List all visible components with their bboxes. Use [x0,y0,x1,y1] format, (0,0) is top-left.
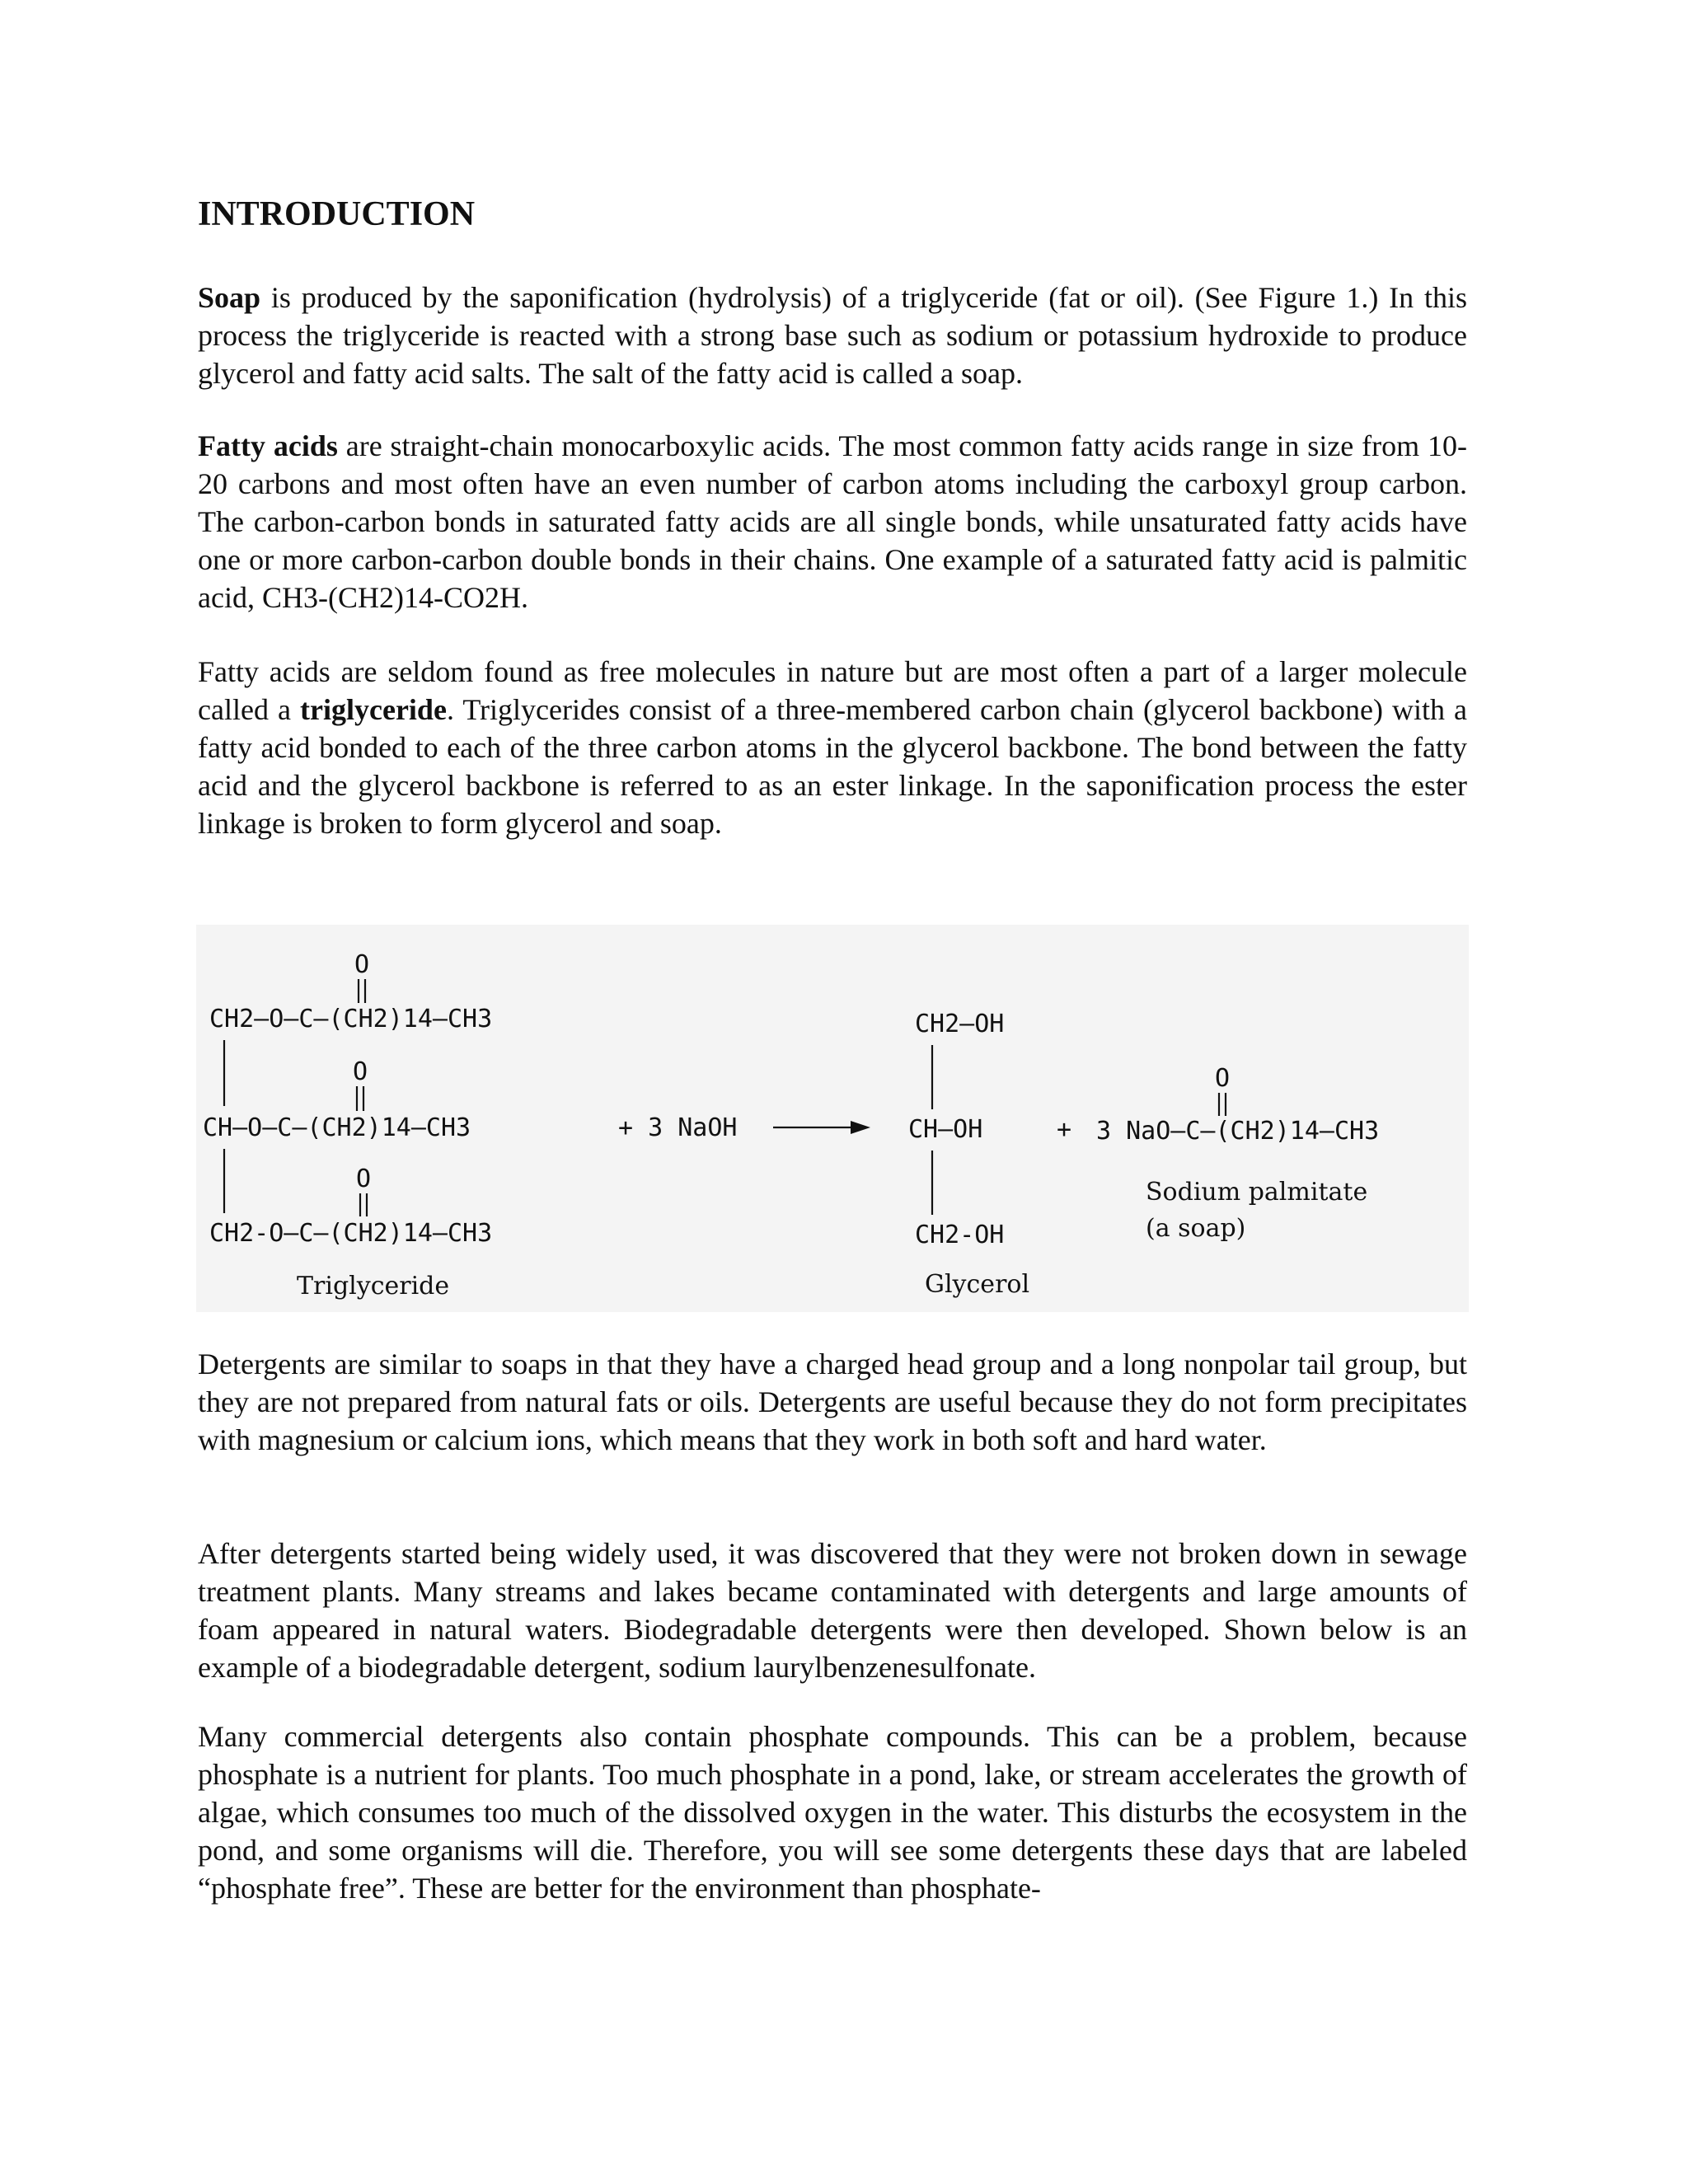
plus-sign: + [1057,1115,1072,1144]
saponification-reaction-diagram [196,925,1469,1312]
triglyceride-label: Triglyceride [297,1272,450,1301]
term-triglyceride: triglyceride [300,693,447,726]
paragraph-fatty-acids [198,427,1467,616]
term-soap: Soap [198,281,261,314]
paragraph-triglyceride-text-1: Fatty acids are seldom found as free molecules in nature but are most often a part of a larger molecule called a [198,655,1467,726]
triglyceride-row-1: CH2—O—C—(CH2)14—CH3 [209,1005,493,1033]
paragraph-triglyceride [198,653,1467,842]
term-fatty-acids: Fatty acids [198,429,338,462]
palmitic-acid-formula: CH3-(CH2)14-CO2H. [261,581,528,614]
triglyceride-row-2: CH—O—C—(CH2)14—CH3 [203,1113,471,1142]
glycerol-label: Glycerol [925,1270,1030,1299]
paragraph-detergents: Detergents are similar to soaps in that they have a charged head group and a long nonpolar tail group, but they are not prepared from natural fats or oils. Detergents are useful because they do not form precipitates with magnesium or calcium ions, which means that they work in both soft and hard water. [198,1347,1467,1456]
paragraph-phosphate: Many commercial detergents also contain phosphate compounds. This can be a problem, because phosphate is a nutrient for plants. Too much phosphate in a pond, lake, or stream accelerates the growth of algae, which consumes too much of the dissolved oxygen in the water. This disturbs the ecosystem in the pond, and some organisms will die. Therefore, you will see some detergents these days that are labeled “phosphate free”. These are better for the environment than phosphate- [198,1720,1467,1905]
glycerol-row-1: CH2—OH [915,1010,1005,1038]
reaction-arrow-head [851,1121,870,1134]
soap-label: (a soap) [1146,1214,1246,1243]
sodium-palmitate-label: Sodium palmitate [1146,1178,1368,1207]
page-title: INTRODUCTION [198,195,476,233]
saponification-figure [196,925,1469,1312]
paragraph-biodegradable: After detergents started being widely used, it was discovered that they were not broken down in sewage treatment plants. Many streams and lakes became contaminated with detergents and large amounts of foam appeared in natural waters. Biodegradable detergents were then developed. Shown below is an example of a biodegradable detergent, sodium laurylbenzenesulfonate. [198,1537,1467,1684]
carbonyl-oxygen-soap: O [1215,1064,1231,1093]
naoh-reagent: + 3 NaOH [618,1113,738,1142]
glycerol-row-2: CH—OH [908,1115,983,1144]
paragraph-soap-text: is produced by the saponification (hydrolysis) of a triglyceride (fat or oil). (See Figure 1.) In this process the triglyceride is reacted with a strong base such as sodium or potassium hydroxide to produce glycerol and fatty acid salts. The salt of the fatty acid is called a soap. [198,281,1467,390]
glycerol-row-3: CH2-OH [915,1221,1005,1249]
sodium-palmitate-formula: 3 NaO—C—(CH2)14—CH3 [1096,1117,1380,1146]
carbonyl-oxygen-2: O [353,1057,368,1086]
paragraph-soap [198,279,1467,392]
paragraph-fatty-acids-text: are straight-chain monocarboxylic acids. The most common fatty acids range in size from 10-20 carbons and most often have an even number of carbon atoms including the carboxyl group carbon. The carbon-carbon bonds in saturated fatty acids are all single bonds, while unsaturated fatty acids have one or more carbon-carbon double bonds in their chains. One example of a saturated fatty acid is palmitic acid, [198,429,1467,614]
carbonyl-oxygen-1: O [354,950,370,979]
carbonyl-oxygen-3: O [356,1165,372,1193]
triglyceride-row-3: CH2-O—C—(CH2)14—CH3 [209,1219,493,1248]
paragraph-triglyceride-text-2: . Triglycerides consist of a three-membered carbon chain (glycerol backbone) with a fatty acid bonded to each of the three carbon atoms in the glycerol backbone. The bond between the fatty acid and the glycerol backbone is referred to as an ester linkage. In the saponification process the ester linkage is broken to form glycerol and soap. [198,693,1467,840]
